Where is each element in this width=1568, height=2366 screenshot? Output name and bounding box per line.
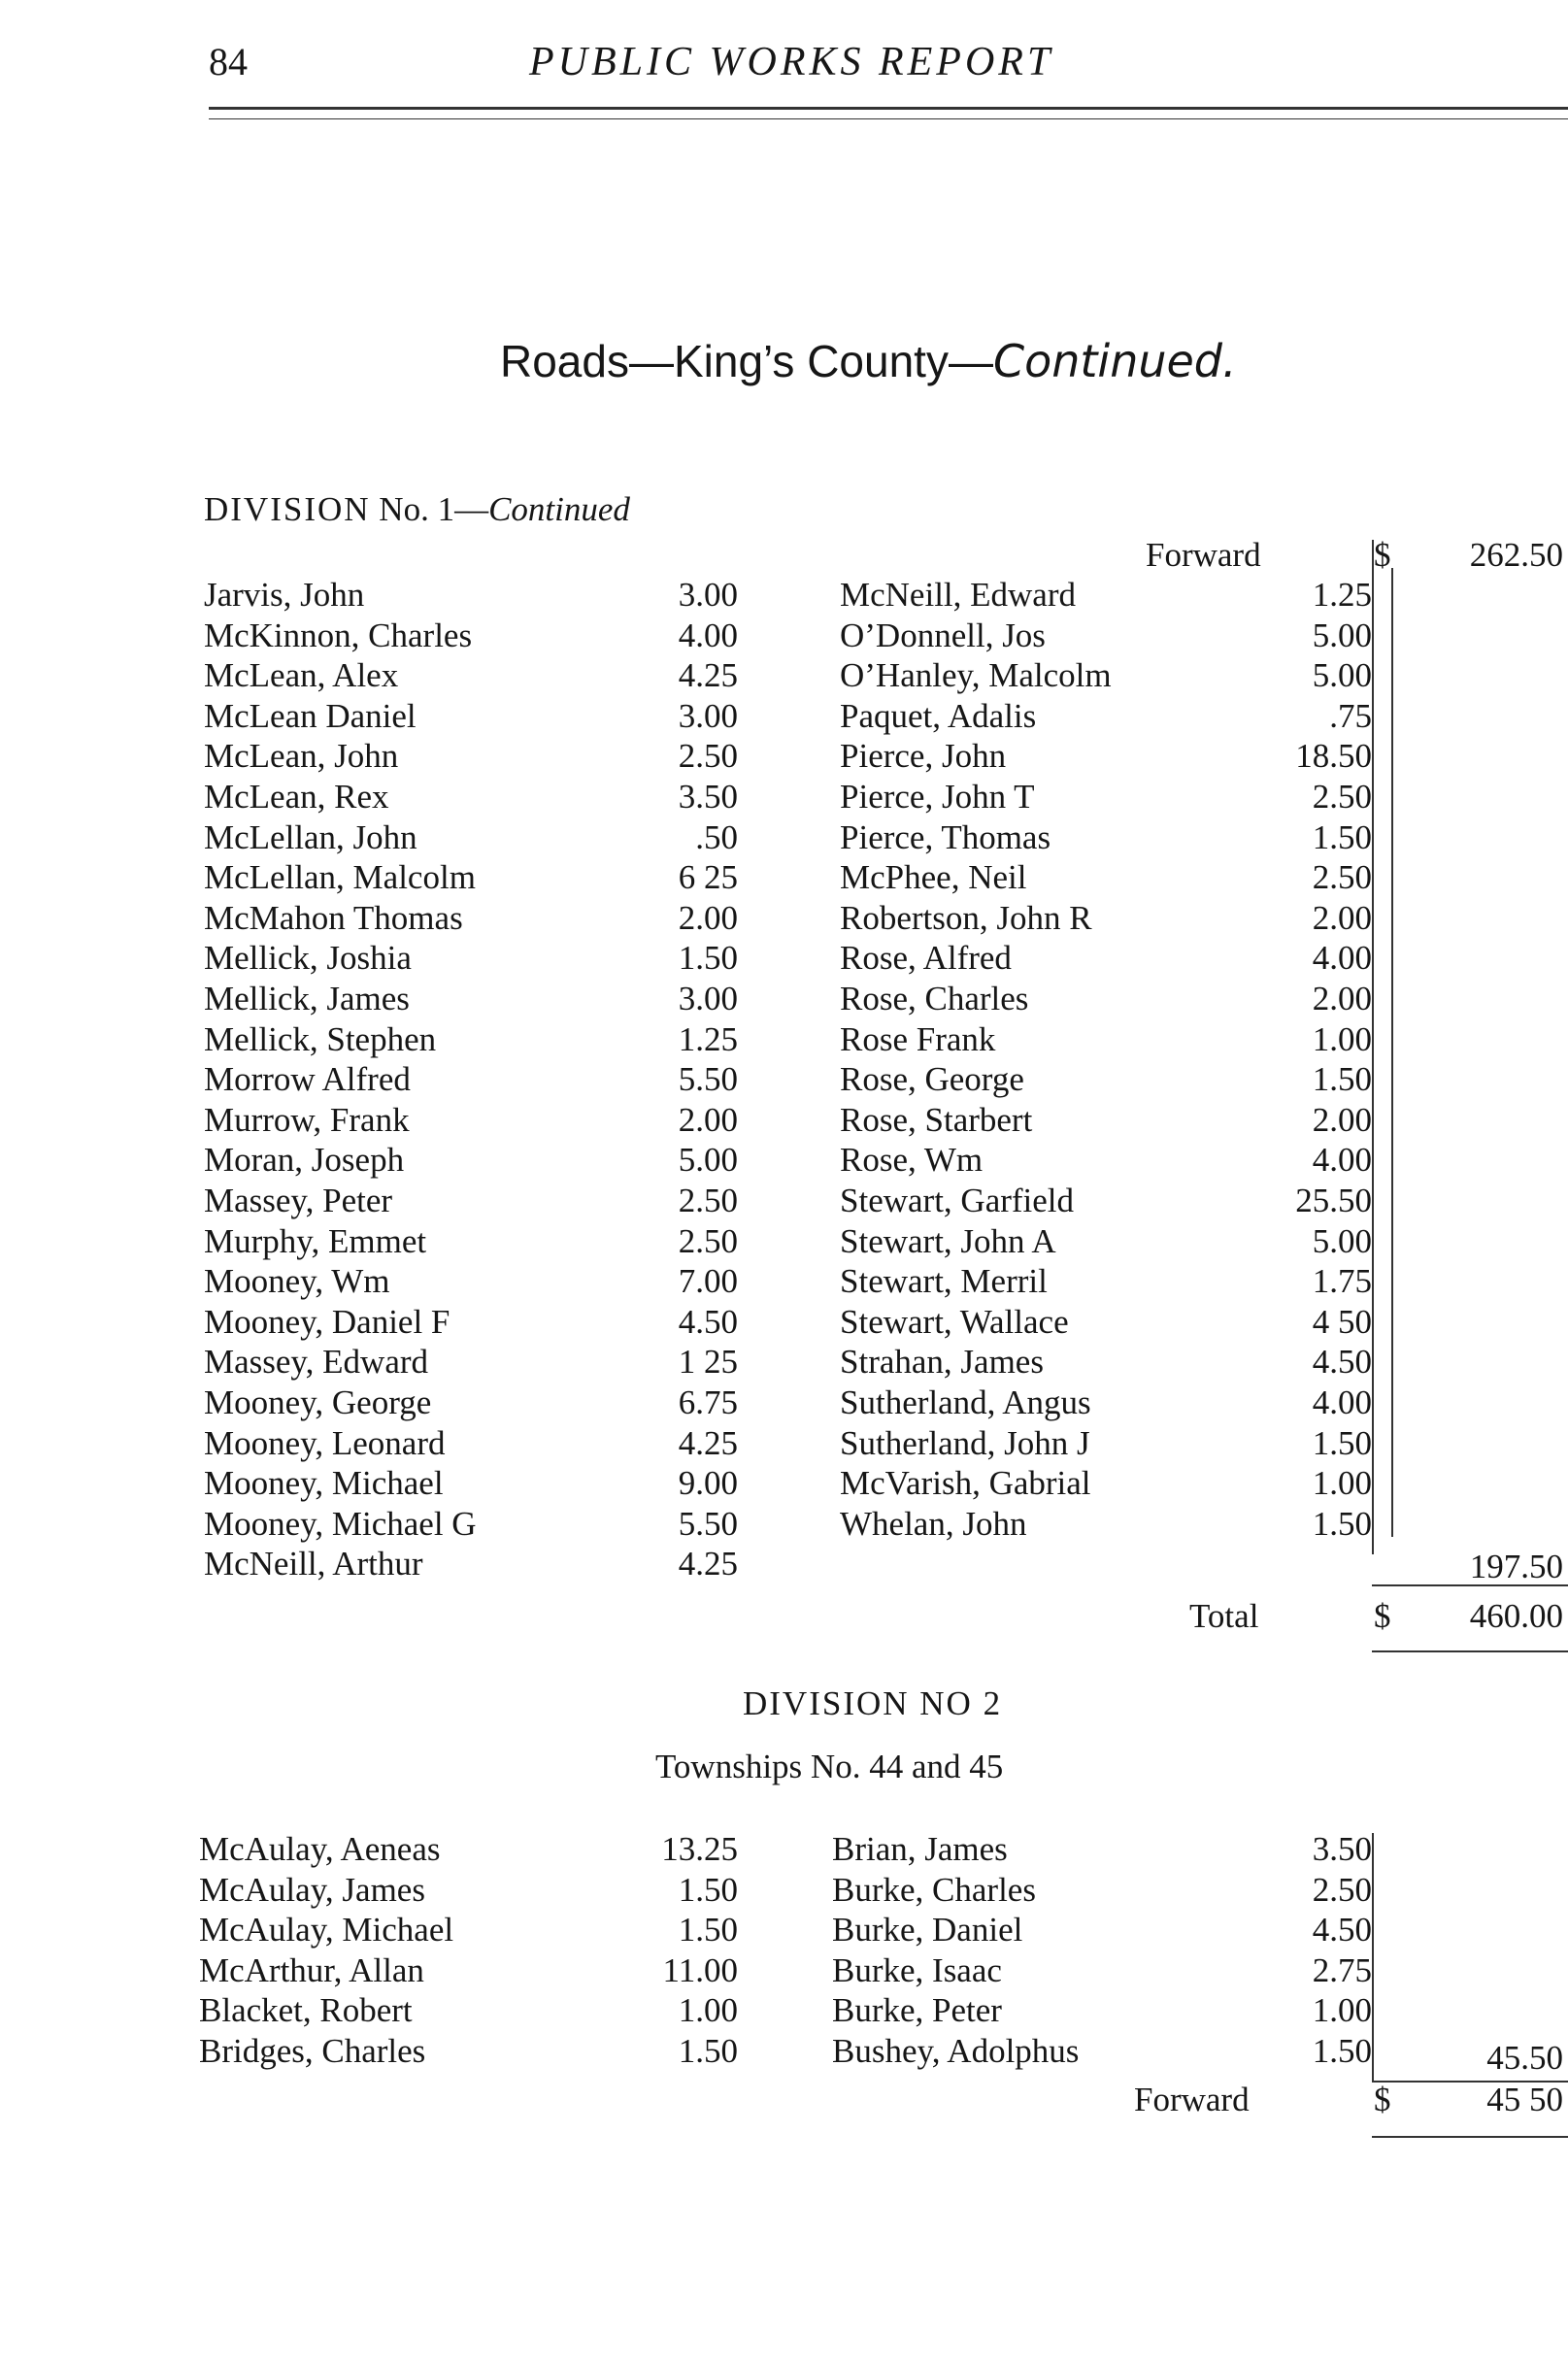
ledger-name: McLean, John <box>204 737 399 776</box>
ledger-amount: 2.50 <box>678 737 738 776</box>
ledger-name: Rose Frank <box>840 1019 996 1058</box>
forward-dollar: $ <box>1374 536 1391 574</box>
ledger-amount: 4.25 <box>678 1545 738 1583</box>
ledger-amount: .75 <box>1329 696 1372 735</box>
ledger-amount: 4.00 <box>1312 1383 1372 1421</box>
ledger-amount: 2.00 <box>1312 1100 1372 1139</box>
ledger-name: Pierce, Thomas <box>840 817 1051 856</box>
ledger-amount: 6.75 <box>678 1383 738 1421</box>
ledger-name: Burke, Charles <box>832 1870 1036 1909</box>
ledger-name: McArthur, Allan <box>199 1950 424 1989</box>
ledger-name: Stewart, Merril <box>840 1262 1048 1301</box>
ledger-amount: 5.00 <box>1312 1221 1372 1260</box>
ledger-name: McNeill, Edward <box>840 576 1076 614</box>
ledger-amount: 1.50 <box>678 1870 738 1909</box>
ledger-name: Brian, James <box>832 1830 1008 1868</box>
ledger-amount: 9.00 <box>678 1464 738 1503</box>
ledger-name: Paquet, Adalis <box>840 696 1037 735</box>
ledger-amount: 1 25 <box>678 1343 738 1382</box>
ledger-amount: 2.00 <box>1312 980 1372 1017</box>
ledger-name: Jarvis, John <box>204 576 365 614</box>
ledger-name: Murrow, Frank <box>204 1100 410 1139</box>
ledger-name: McKinnon, Charles <box>204 616 473 654</box>
ledger-amount: 2.50 <box>1312 778 1372 816</box>
ledger-name: McPhee, Neil <box>840 858 1027 897</box>
ledger-name: Massey, Edward <box>204 1343 429 1382</box>
ledger-name: Burke, Isaac <box>832 1950 1002 1989</box>
division-2-rule <box>1372 1833 1374 2081</box>
ledger-name: Sutherland, Angus <box>840 1383 1091 1421</box>
forward-amount: 262.50 <box>1469 536 1563 574</box>
column-rule <box>1372 540 1374 1554</box>
ledger-amount: 11.00 <box>662 1950 738 1989</box>
ledger-amount: 1.25 <box>1312 576 1372 614</box>
ledger-amount: 2.50 <box>1312 1870 1372 1909</box>
ledger-name: Rose, Charles <box>840 980 1029 1017</box>
ledger-amount: 4.00 <box>1312 939 1372 978</box>
ledger-amount: 1.00 <box>1312 1464 1372 1503</box>
ledger-amount: 1.50 <box>1312 1423 1372 1462</box>
ledger-name: O’Hanley, Malcolm <box>840 656 1112 695</box>
ledger-amount: 13.25 <box>661 1830 738 1868</box>
ledger-amount: 1.50 <box>1312 1504 1372 1543</box>
ledger-amount: 5.00 <box>678 1141 738 1180</box>
ledger-amount: 2.50 <box>1312 858 1372 897</box>
ledger-amount: 4.50 <box>1312 1343 1372 1382</box>
division-2-forward-amount: 45 50 <box>1486 2081 1563 2118</box>
ledger-name: Mooney, Leonard <box>204 1423 446 1462</box>
ledger-name: O’Donnell, Jos <box>840 616 1046 654</box>
ledger-amount: 4 50 <box>1312 1302 1372 1341</box>
ledger-amount: 1.00 <box>678 1991 738 2030</box>
ledger-amount: 1.50 <box>678 2032 738 2070</box>
ledger-name: Mooney, Michael <box>204 1464 444 1503</box>
ledger-name: McLean, Rex <box>204 778 389 816</box>
ledger-amount: 4.50 <box>1312 1911 1372 1949</box>
ledger-name: McVarish, Gabrial <box>840 1464 1091 1503</box>
ledger-name: McAulay, James <box>199 1870 425 1909</box>
division-2-forward-dollar: $ <box>1374 2081 1391 2118</box>
header-rule <box>209 107 1568 110</box>
ledger-amount: 1.50 <box>1312 817 1372 856</box>
ledger-amount: 3.50 <box>678 778 738 816</box>
ledger-name: Mooney, Daniel F <box>204 1302 450 1341</box>
ledger-name: Rose, Alfred <box>840 939 1012 978</box>
ledger-name: Massey, Peter <box>204 1182 393 1219</box>
ledger-amount: 3.00 <box>678 576 738 614</box>
ledger-amount: 1.50 <box>678 939 738 978</box>
ledger-name: Rose, George <box>840 1060 1024 1099</box>
forward-label: Forward <box>1146 536 1261 574</box>
ledger-name: Stewart, John A <box>840 1221 1056 1260</box>
ledger-amount: 5.50 <box>678 1504 738 1543</box>
division-1-subtotal: 197.50 <box>1469 1548 1563 1585</box>
ledger-name: Mooney, Wm <box>204 1262 390 1301</box>
ledger-amount: 2.50 <box>678 1182 738 1219</box>
section-title-continued: Continued. <box>992 335 1237 387</box>
ledger-name: Bushey, Adolphus <box>832 2032 1080 2070</box>
ledger-amount: 4.00 <box>678 616 738 654</box>
total-amount: 460.00 <box>1469 1597 1563 1635</box>
ledger-name: Burke, Peter <box>832 1991 1002 2030</box>
ledger-amount: 4.25 <box>678 1423 738 1462</box>
ledger-amount: .50 <box>695 817 738 856</box>
ledger-amount: 5.00 <box>1312 656 1372 695</box>
ledger-name: Moran, Joseph <box>204 1141 405 1180</box>
amount-rule <box>1391 568 1393 1537</box>
running-header: PUBLIC WORKS REPORT <box>529 40 1054 84</box>
ledger-amount: 2.50 <box>678 1221 738 1260</box>
ledger-name: Pierce, John T <box>840 778 1035 816</box>
division-label-continued: Continued <box>488 490 630 528</box>
ledger-name: Bridges, Charles <box>199 2032 426 2070</box>
ledger-amount: 1.50 <box>1312 2032 1372 2070</box>
ledger-amount: 25.50 <box>1295 1182 1372 1219</box>
ledger-name: Whelan, John <box>840 1504 1027 1543</box>
ledger-amount: 1.50 <box>1312 1060 1372 1099</box>
ledger-amount: 1.25 <box>678 1019 738 1058</box>
ledger-name: McAulay, Aeneas <box>199 1830 441 1868</box>
ledger-name: McLean, Alex <box>204 656 399 695</box>
ledger-name: Stewart, Wallace <box>840 1302 1069 1341</box>
ledger-amount: 5.00 <box>1312 616 1372 654</box>
ledger-name: McMahon Thomas <box>204 898 463 937</box>
ledger-amount: 2.75 <box>1312 1950 1372 1989</box>
ledger-amount: 6 25 <box>678 858 738 897</box>
division-2-label: DIVISION NO 2 <box>743 1684 1003 1722</box>
ledger-name: Rose, Wm <box>840 1141 984 1180</box>
ledger-amount: 3.50 <box>1312 1830 1372 1868</box>
total-label: Total <box>1189 1597 1259 1635</box>
division-label-number: No. 1— <box>379 490 489 528</box>
ledger-amount: 3.00 <box>678 696 738 735</box>
header-rule-thin <box>209 118 1568 119</box>
ledger-name: Mellick, Stephen <box>204 1019 437 1058</box>
division-2-forward-label: Forward <box>1134 2081 1250 2118</box>
total-dollar: $ <box>1374 1597 1391 1635</box>
ledger-amount: 2.00 <box>678 1100 738 1139</box>
ledger-name: Mellick, Joshia <box>204 939 412 978</box>
ledger-name: Murphy, Emmet <box>204 1221 427 1260</box>
ledger-name: Rose, Starbert <box>840 1100 1033 1139</box>
ledger-name: Burke, Daniel <box>832 1911 1023 1949</box>
ledger-amount: 1.00 <box>1312 1991 1372 2030</box>
ledger-amount: 5.50 <box>678 1060 738 1099</box>
page-number: 84 <box>209 40 248 83</box>
section-title-text: Roads—King’s County— <box>500 336 993 386</box>
ledger-name: McLellan, John <box>204 817 417 856</box>
ledger-amount: 18.50 <box>1295 737 1372 776</box>
ledger-amount: 7.00 <box>678 1262 738 1301</box>
ledger-amount: 3.00 <box>678 980 738 1017</box>
ledger-name: McAulay, Michael <box>199 1911 454 1949</box>
ledger-name: Morrow Alfred <box>204 1060 411 1099</box>
division-label-prefix: DIVISION <box>204 490 371 528</box>
ledger-name: Blacket, Robert <box>199 1991 413 2030</box>
ledger-name: Mooney, Michael G <box>204 1504 477 1543</box>
ledger-amount: 4.50 <box>678 1302 738 1341</box>
ledger-name: McNeill, Arthur <box>204 1545 423 1583</box>
ledger-amount: 1.75 <box>1312 1262 1372 1301</box>
division-1-label <box>204 490 630 529</box>
division-2-townships: Townships No. 44 and 45 <box>655 1748 1004 1785</box>
ledger-amount: 2.00 <box>678 898 738 937</box>
ledger-name: Mellick, James <box>204 980 410 1017</box>
ledger-name: Pierce, John <box>840 737 1007 776</box>
ledger-name: Sutherland, John J <box>840 1423 1090 1462</box>
ledger-amount: 1.00 <box>1312 1019 1372 1058</box>
ledger-name: Mooney, George <box>204 1383 432 1421</box>
ledger-name: Robertson, John R <box>840 898 1092 937</box>
total-rule <box>1372 1650 1568 1652</box>
ledger-amount: 1.50 <box>678 1911 738 1949</box>
ledger-name: Stewart, Garfield <box>840 1182 1075 1219</box>
division-2-forward-rule <box>1372 2136 1568 2138</box>
ledger-name: Strahan, James <box>840 1343 1044 1382</box>
ledger-amount: 4.25 <box>678 656 738 695</box>
ledger-amount: 4.00 <box>1312 1141 1372 1180</box>
section-title <box>500 335 1237 387</box>
division-2-subtotal: 45.50 <box>1486 2039 1563 2077</box>
ledger-name: McLellan, Malcolm <box>204 858 476 897</box>
ledger-name: McLean Daniel <box>204 696 417 735</box>
ledger-amount: 2.00 <box>1312 898 1372 937</box>
